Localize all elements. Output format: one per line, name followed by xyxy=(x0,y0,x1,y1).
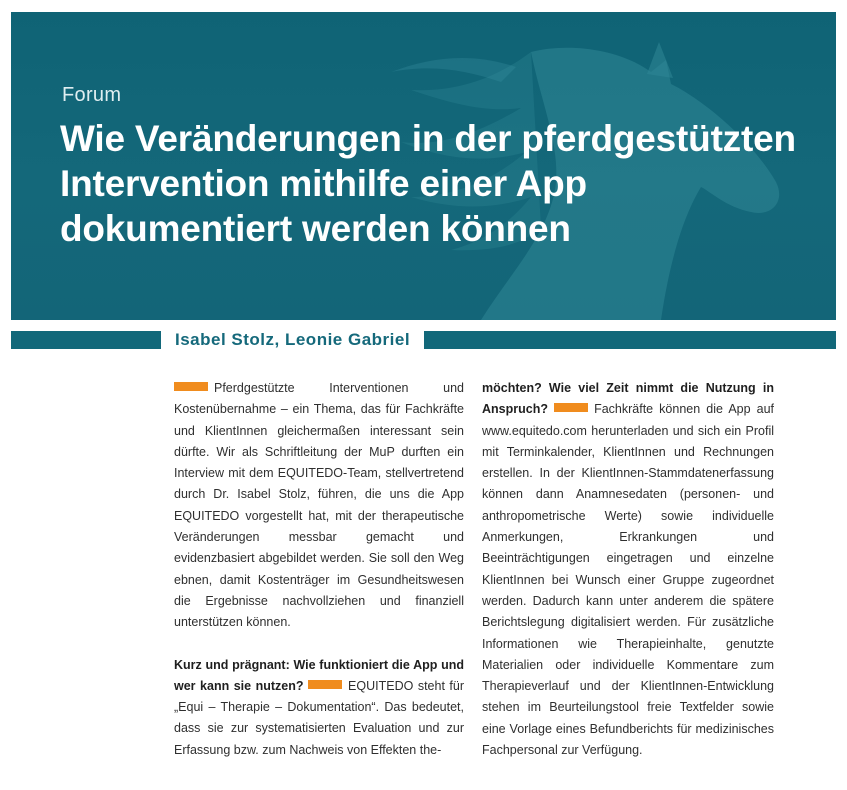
text-column-left xyxy=(174,378,464,761)
article-title: Wie Veränderungen in der pferdgestützten Intervention mithilfe einer App dokumentiert werden können xyxy=(60,118,796,249)
orange-marker xyxy=(554,403,588,412)
interview-answer: Fachkräfte können die App auf www.equitedo.com herunterladen und sich ein Profil mit Terminkalender, KlientInnen und Rechnungen erstellen. In der KlientInnen-Stammdatenerfassung können dann Anamnesedaten (personen- und anthropometrische Werte) sowie individuelle Anmerkungen, Erkrankungen und Beeinträchtigungen eingetragen und einzelne KlientInnen bei Wunsch einer Gruppe zugeordnet werden. Dadurch kann unter anderem die spätere Berichtslegung digitalisiert werden. Für zusätzliche Informationen wie Therapieinhalte, genutzte Materialien oder individuelle Kommentare zum Therapieverlauf und der KlientInnen-Entwicklung stehen im Beurteilungstool freie Textfelder sowie eine Vorlage eines Befundberichts für medizinisches Fachpersonal zur Verfügung. xyxy=(482,402,774,758)
text-column-right xyxy=(482,378,774,761)
orange-marker xyxy=(308,680,342,689)
article-authors: Isabel Stolz, Leonie Gabriel xyxy=(175,330,411,349)
intro-text: Pferdgestützte Interventionen und Kostenübernahme – ein Thema, das für Fachkräfte und KlientInnen gleichermaßen interessant sein dürfte. Wir als Schriftleitung der MuP durften ein Interview mit dem EQUITEDO-Team, stellvertretend durch Dr. Isabel Stolz, führen, die uns die App EQUITEDO vorgestellt hat, mit der therapeutische Veränderungen messbar gemacht und evidenzbasiert abgebildet werden. Sie soll den Weg ebnen, damit Kostenträger im Gesundheitswesen die Ergebnisse nachvollziehen und finanziell unterstützen können. xyxy=(174,381,464,630)
question-paragraph xyxy=(482,378,774,761)
question-paragraph xyxy=(174,655,464,761)
interview-question: Kurz und prägnant: Wie funktioniert die App und wer kann sie nutzen? xyxy=(174,657,464,693)
intro-paragraph xyxy=(174,378,464,634)
author-rule-left xyxy=(11,331,161,349)
author-rule-right xyxy=(424,331,836,349)
section-kicker: Forum xyxy=(62,84,122,106)
interview-answer: EQUITEDO steht für „Equi – Therapie – Dokumentation“. Das bedeutet, dass sie zur systematisierten Evaluation und zur Erfassung bzw. zum Nachweis von Effekten the- xyxy=(174,678,465,757)
author-bar xyxy=(11,331,836,349)
orange-marker xyxy=(174,382,208,391)
interview-question: möchten? Wie viel Zeit nimmt die Nutzung in Anspruch? xyxy=(482,381,774,417)
